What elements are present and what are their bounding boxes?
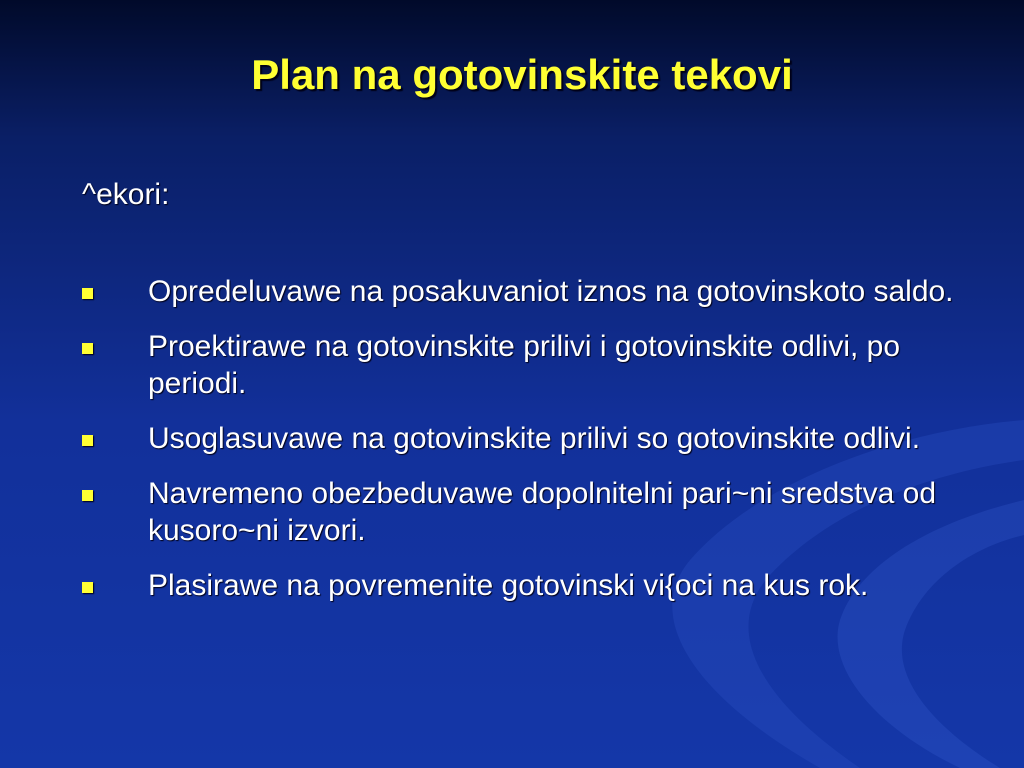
list-item [82, 273, 982, 310]
intro-text: ^ekori: [82, 178, 170, 211]
list-item-text: Navremeno obezbeduvawe dopolnitelni pari~ni sredstva od kusoro~ni izvori. [148, 477, 936, 547]
square-bullet-icon [82, 582, 93, 593]
list-item [82, 475, 982, 549]
list-item [82, 328, 982, 402]
square-bullet-icon [82, 343, 93, 354]
list-item [82, 567, 982, 604]
square-bullet-icon [82, 435, 93, 446]
square-bullet-icon [82, 288, 93, 299]
list-item [82, 420, 982, 457]
list-item-text: Plasirawe na povremenite gotovinski vi{oci na kus rok. [148, 569, 869, 602]
list-item-text: Usoglasuvawe na gotovinskite prilivi so gotovinskite odlivi. [148, 422, 921, 455]
bullet-list [82, 273, 982, 622]
square-bullet-icon [82, 490, 93, 501]
list-item-text: Opredeluvawe na posakuvaniot iznos na gotovinskoto saldo. [148, 275, 954, 308]
list-item-text: Proektirawe na gotovinskite prilivi i gotovinskite odlivi, po periodi. [148, 330, 901, 400]
slide-title: Plan na gotovinskite tekovi [251, 51, 793, 98]
